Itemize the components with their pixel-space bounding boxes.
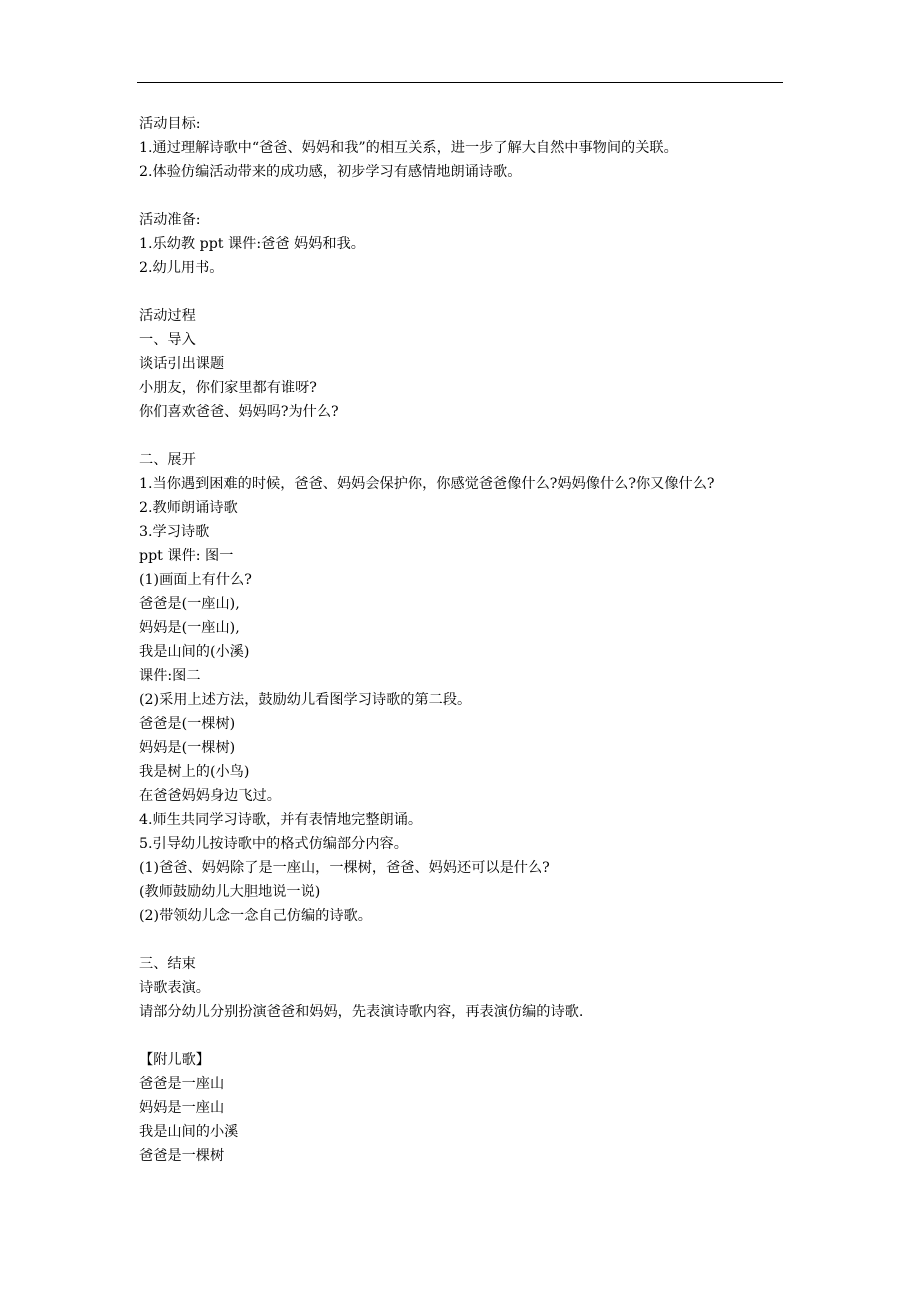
text-line: ppt 课件: 图一 <box>139 548 234 564</box>
text-line: (2)带领幼儿念一念自己仿编的诗歌。 <box>139 908 372 924</box>
text-line: 2.教师朗诵诗歌 <box>139 500 238 516</box>
text-line: 活动过程 <box>139 308 196 324</box>
text-line: 4.师生共同学习诗歌，并有表情地完整朗诵。 <box>139 812 423 828</box>
text-line: (2)采用上述方法，鼓励幼儿看图学习诗歌的第二段。 <box>139 692 472 708</box>
text-line: 二、展开 <box>139 452 196 468</box>
text-line: 课件:图二 <box>139 668 201 684</box>
text-line: 一、导入 <box>139 332 196 348</box>
text-line: (1)爸爸、妈妈除了是一座山，一棵树，爸爸、妈妈还可以是什么? <box>139 860 550 876</box>
text-line: 我是树上的(小鸟) <box>139 764 250 780</box>
text-line: 爸爸是一座山 <box>139 1076 225 1092</box>
blank-line <box>139 928 799 952</box>
text-line: 爸爸是一棵树 <box>139 1148 225 1164</box>
text-line: 妈妈是一座山 <box>139 1100 225 1116</box>
text-line: 1.当你遇到困难的时候，爸爸、妈妈会保护你，你感觉爸爸像什么?妈妈像什么?你又像什么? <box>139 476 715 492</box>
text-line: 2.体验仿编活动带来的成功感，初步学习有感情地朗诵诗歌。 <box>139 164 522 180</box>
blank-line <box>139 1024 799 1048</box>
blank-line <box>139 280 799 304</box>
text-line: 三、结束 <box>139 956 196 972</box>
blank-line <box>139 184 799 208</box>
text-line: 3.学习诗歌 <box>139 524 210 540</box>
text-line: 你们喜欢爸爸、妈妈吗?为什么? <box>139 404 339 420</box>
text-line: 活动准备: <box>139 212 201 228</box>
text-line: 2.幼儿用书。 <box>139 260 224 276</box>
text-line: 爸爸是(一棵树) <box>139 716 236 732</box>
text-line: 5.引导幼儿按诗歌中的格式仿编部分内容。 <box>139 836 408 852</box>
text-line: 1.乐幼教 ppt 课件:爸爸 妈妈和我。 <box>139 236 365 252</box>
text-line: (教师鼓励幼儿大胆地说一说) <box>139 884 321 900</box>
text-line: 请部分幼儿分别扮演爸爸和妈妈，先表演诗歌内容，再表演仿编的诗歌. <box>139 1004 584 1020</box>
header-rule <box>137 82 783 83</box>
text-line: 在爸爸妈妈身边飞过。 <box>139 788 281 804</box>
text-line: 小朋友，你们家里都有谁呀? <box>139 380 317 396</box>
text-line: 爸爸是(一座山), <box>139 596 240 612</box>
text-line: 妈妈是(一棵树) <box>139 740 236 756</box>
text-line: 谈话引出课题 <box>139 356 225 372</box>
text-line: 妈妈是(一座山), <box>139 620 240 636</box>
text-line: 我是山间的小溪 <box>139 1124 239 1140</box>
text-line: 【附儿歌】 <box>139 1052 210 1068</box>
text-line: 1.通过理解诗歌中“爸爸、妈妈和我”的相互关系，进一步了解大自然中事物间的关联。 <box>139 140 678 156</box>
text-line: 我是山间的(小溪) <box>139 644 250 660</box>
document-body <box>139 112 799 1168</box>
text-line: 诗歌表演。 <box>139 980 210 996</box>
text-line: (1)画面上有什么? <box>139 572 252 588</box>
blank-line <box>139 424 799 448</box>
text-line: 活动目标: <box>139 116 201 132</box>
